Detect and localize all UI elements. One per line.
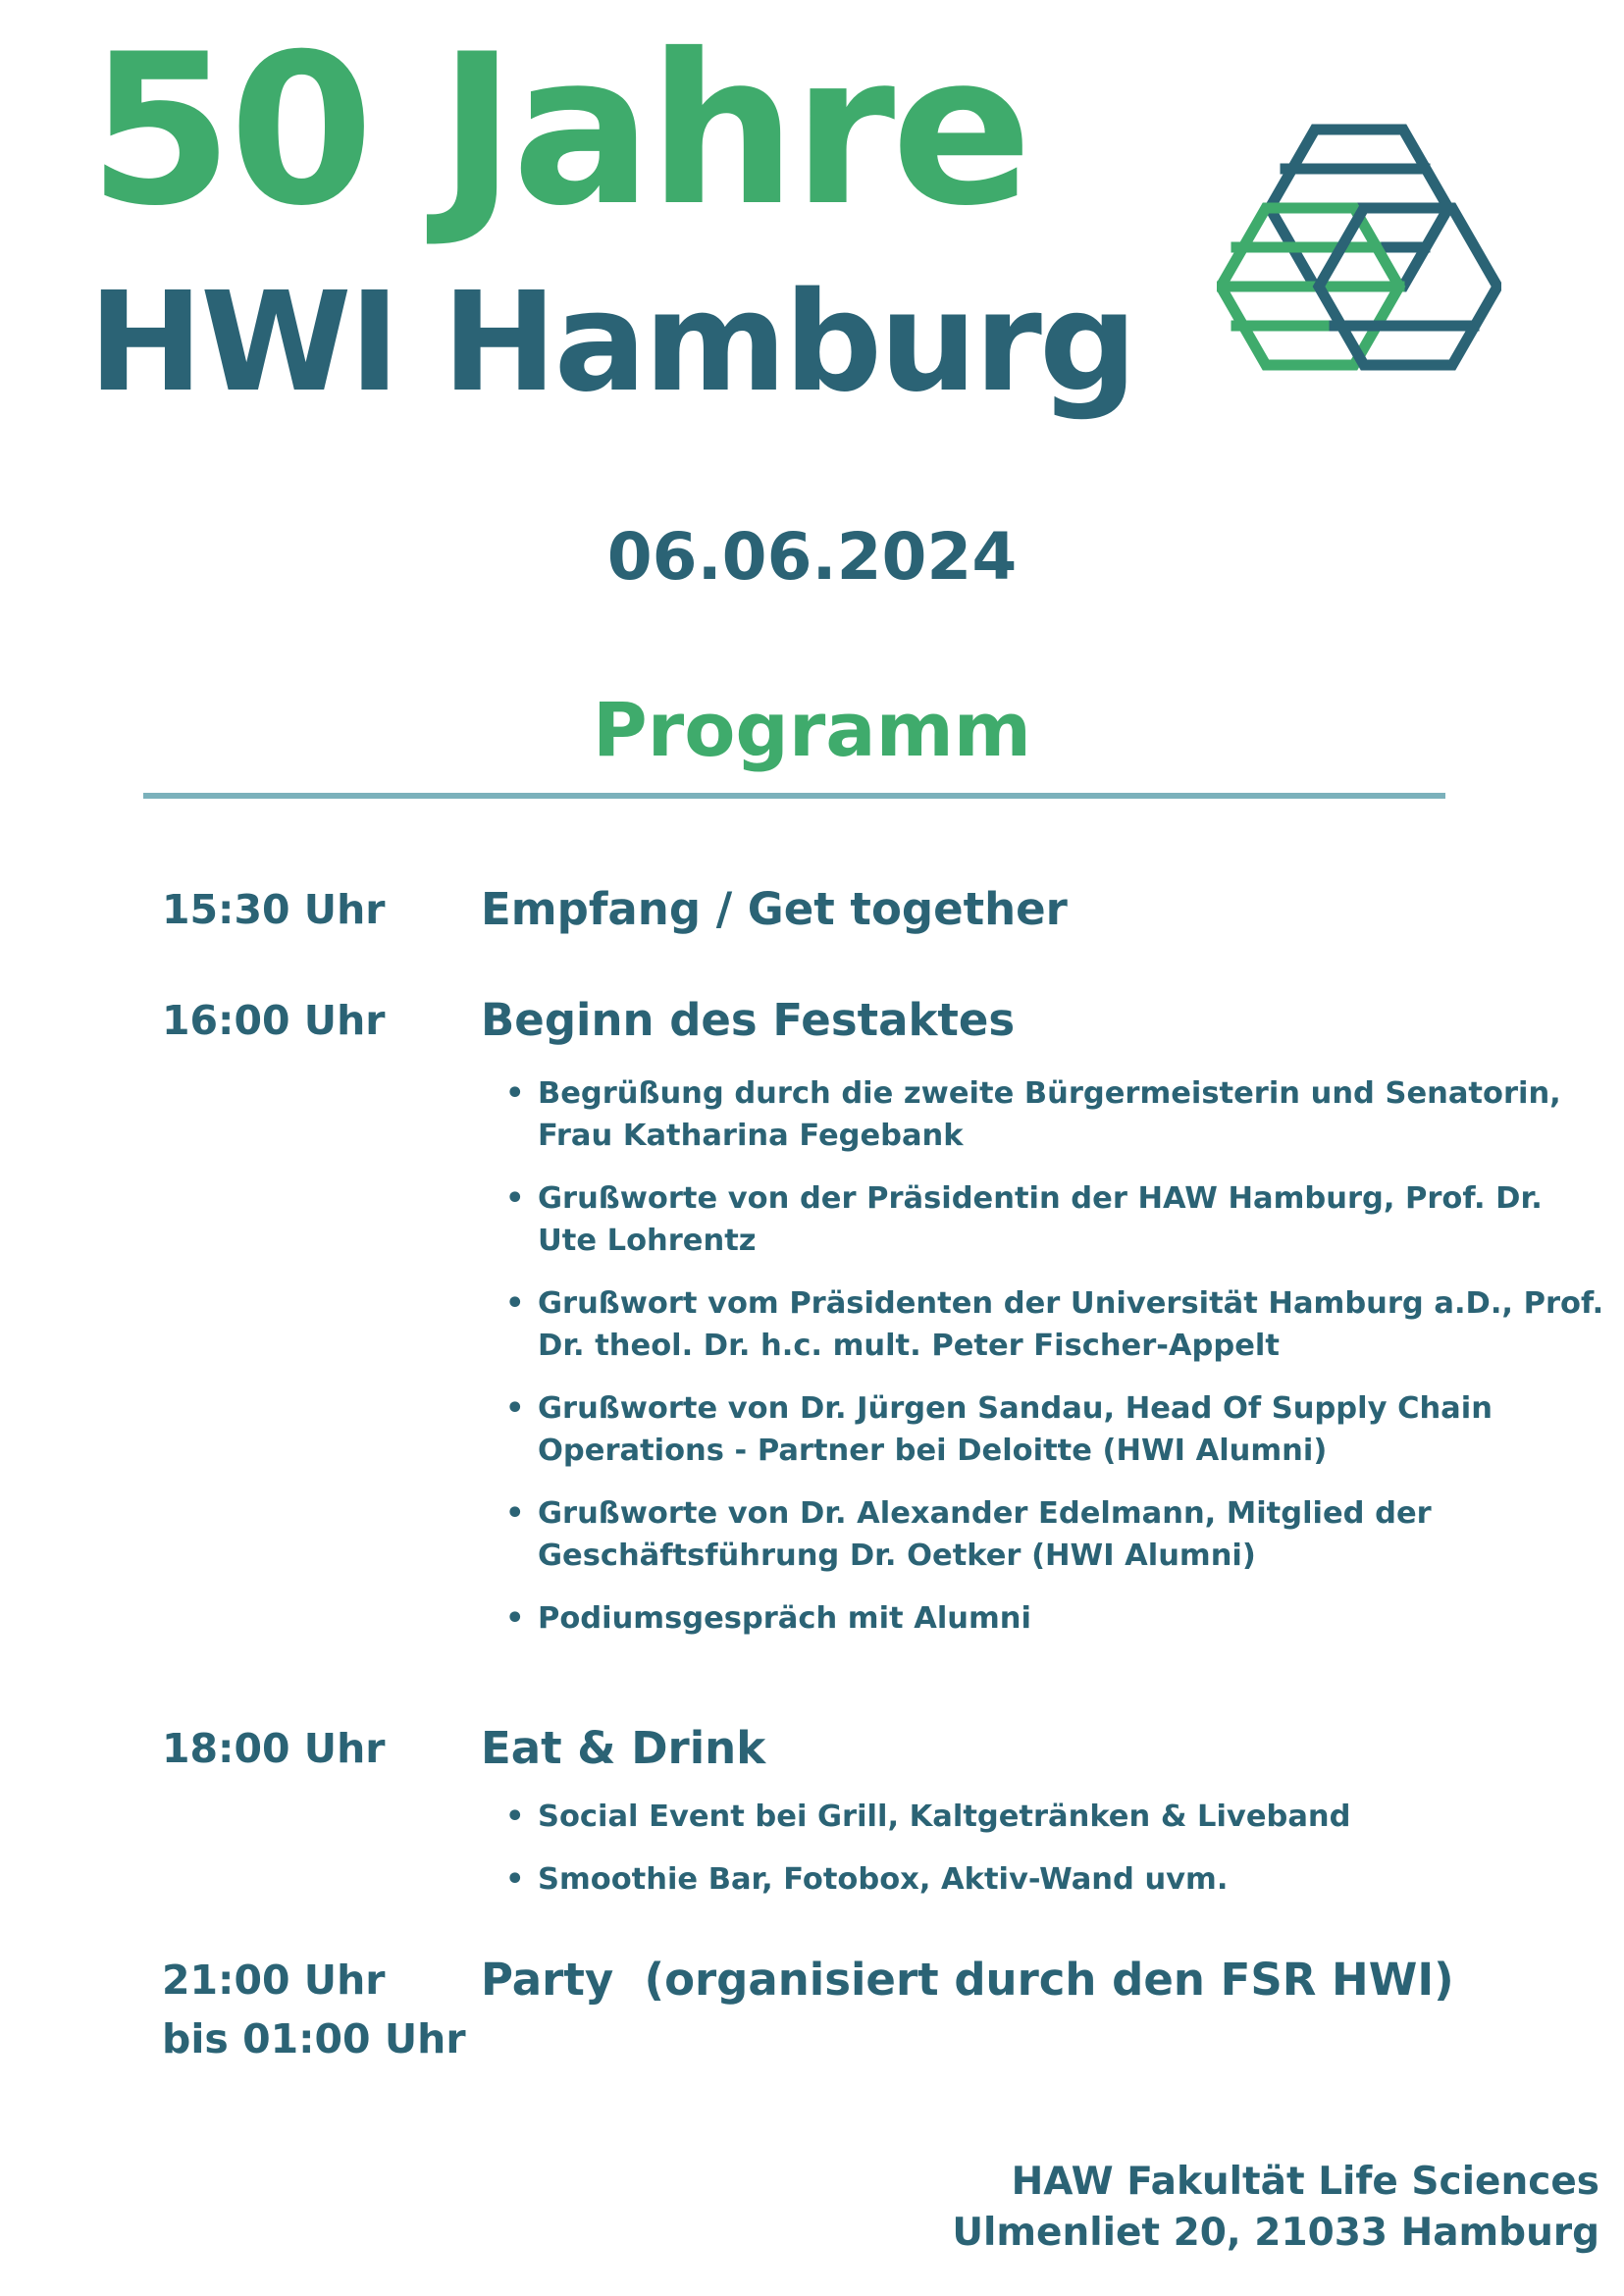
schedule-title-party: Party (organisiert durch den FSR HWI)	[481, 1954, 1454, 2006]
list-item: • Podiumsgespräch mit Alumni	[505, 1597, 1604, 1640]
eat-drink-list	[505, 1796, 1604, 1921]
footer-street: Ulmenliet 20, 21033 Hamburg	[952, 2211, 1599, 2255]
schedule-time-end: bis 01:00 Uhr	[162, 2015, 466, 2062]
schedule-time-1600: 16:00 Uhr	[162, 997, 386, 1044]
list-item: • Smoothie Bar, Fotobox, Aktiv-Wand uvm.	[505, 1858, 1604, 1901]
hwi-isometric-logo-icon	[1217, 118, 1501, 373]
program-heading: Programm	[593, 686, 1031, 773]
list-item: • Grußworte von der Präsidentin der HAW Hamburg, Prof. Dr. Ute Lohrentz	[505, 1177, 1604, 1262]
schedule-title-festakt: Beginn des Festaktes	[481, 994, 1016, 1046]
event-date: 06.06.2024	[606, 519, 1018, 595]
schedule-time-2100: 21:00 Uhr	[162, 1957, 386, 2004]
divider-line	[143, 793, 1445, 799]
footer-faculty: HAW Fakultät Life Sciences	[1011, 2160, 1599, 2204]
festakt-list	[505, 1072, 1604, 1660]
footer-address	[952, 2157, 1599, 2259]
schedule-time-1530: 15:30 Uhr	[162, 886, 386, 933]
schedule-title-empfang: Empfang / Get together	[481, 883, 1068, 935]
schedule-time-1800: 18:00 Uhr	[162, 1725, 386, 1772]
list-item: • Begrüßung durch die zweite Bürgermeisterin und Senatorin, Frau Katharina Fegebank	[505, 1072, 1604, 1157]
schedule-title-eat-drink: Eat & Drink	[481, 1722, 766, 1774]
title-line-2: HWI Hamburg	[88, 263, 1135, 423]
list-item: • Social Event bei Grill, Kaltgetränken & Liveband	[505, 1796, 1604, 1838]
list-item: • Grußwort vom Präsidenten der Universität Hamburg a.D., Prof. Dr. theol. Dr. h.c. mult. Peter Fischer-Appelt	[505, 1282, 1604, 1367]
list-item: • Grußworte von Dr. Alexander Edelmann, Mitglied der Geschäftsführung Dr. Oetker (HWI Alumni)	[505, 1492, 1604, 1577]
list-item: • Grußworte von Dr. Jürgen Sandau, Head Of Supply Chain Operations - Partner bei Deloitte (HWI Alumni)	[505, 1387, 1604, 1472]
title-line-1: 50 Jahre	[88, 9, 1029, 251]
